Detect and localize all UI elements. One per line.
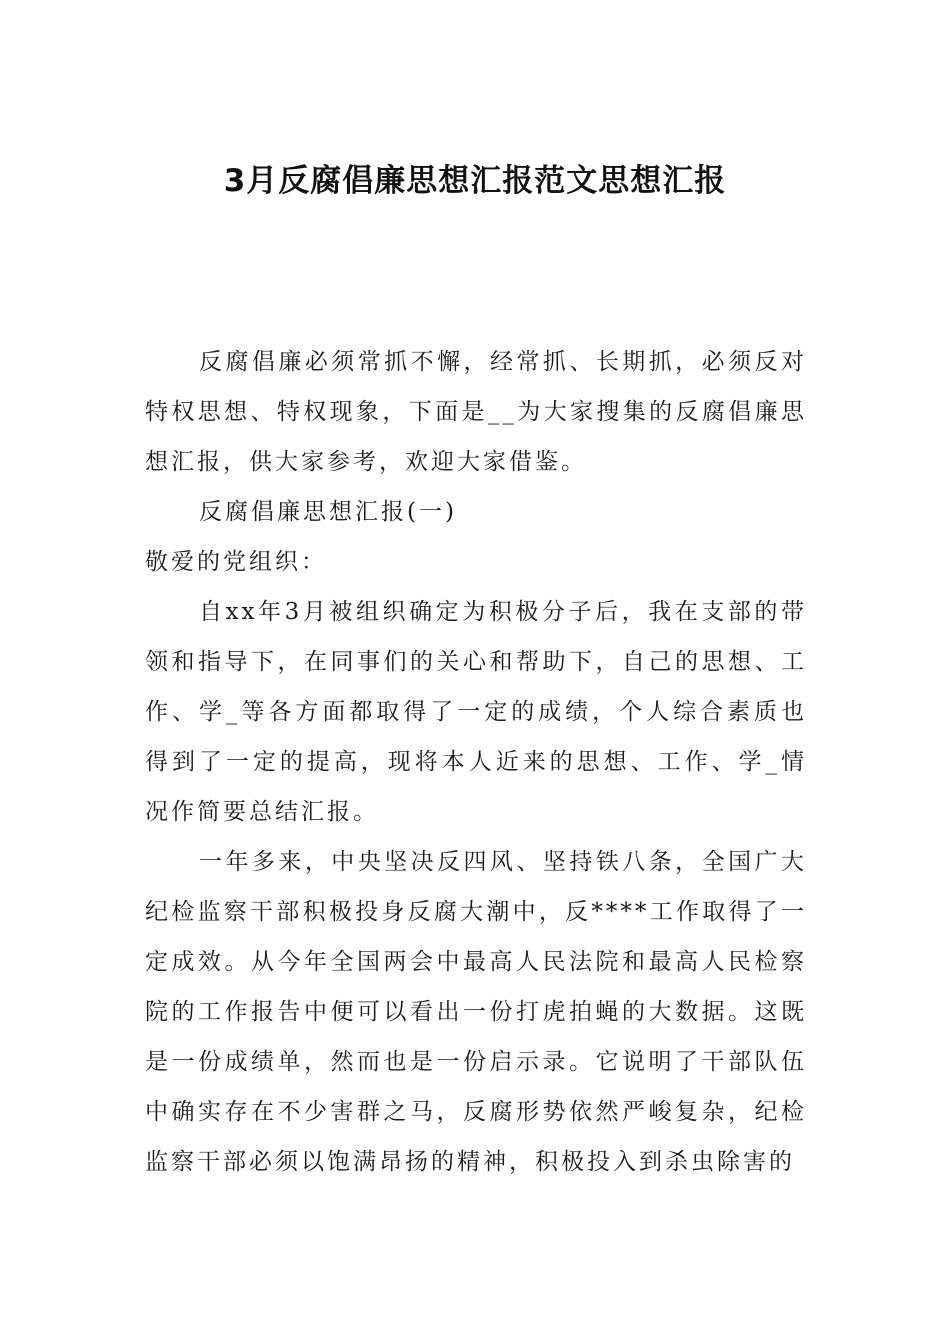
intro-paragraph: 反腐倡廉必须常抓不懈，经常抓、长期抓，必须反对特权思想、特权现象，下面是__为大家搜集的反腐倡廉思想汇报，供大家参考，欢迎大家借鉴。 bbox=[145, 349, 807, 475]
body-paragraph: 一年多来，中央坚决反四风、坚持铁八条，全国广大纪检监察干部积极投身反腐大潮中，反****工作取得了一定成效。从今年全国两会中最高人民法院和最高人民检察院的工作报告中便可以看出一份打虎拍蝇的大数据。这既是一份成绩单，然而也是一份启示录。它说明了干部队伍中确实存在不少害群之马，反腐形势依然严峻复杂，纪检监察干部必须以饱满昂扬的精神，积极投入到杀虫除害的 bbox=[145, 849, 807, 1175]
body-paragraph: 自xx年3月被组织确定为积极分子后，我在支部的带领和指导下，在同事们的关心和帮助下，自己的思想、工作、学_等各方面都取得了一定的成绩，个人综合素质也得到了一定的提高，现将本人近来的思想、工作、学_情况作简要总结汇报。 bbox=[145, 599, 807, 825]
document-body bbox=[145, 337, 807, 1187]
section-heading: 反腐倡廉思想汇报(一) bbox=[199, 499, 457, 525]
document-title: 3月反腐倡廉思想汇报范文思想汇报 bbox=[223, 163, 727, 199]
salutation: 敬爱的党组织： bbox=[145, 549, 327, 575]
